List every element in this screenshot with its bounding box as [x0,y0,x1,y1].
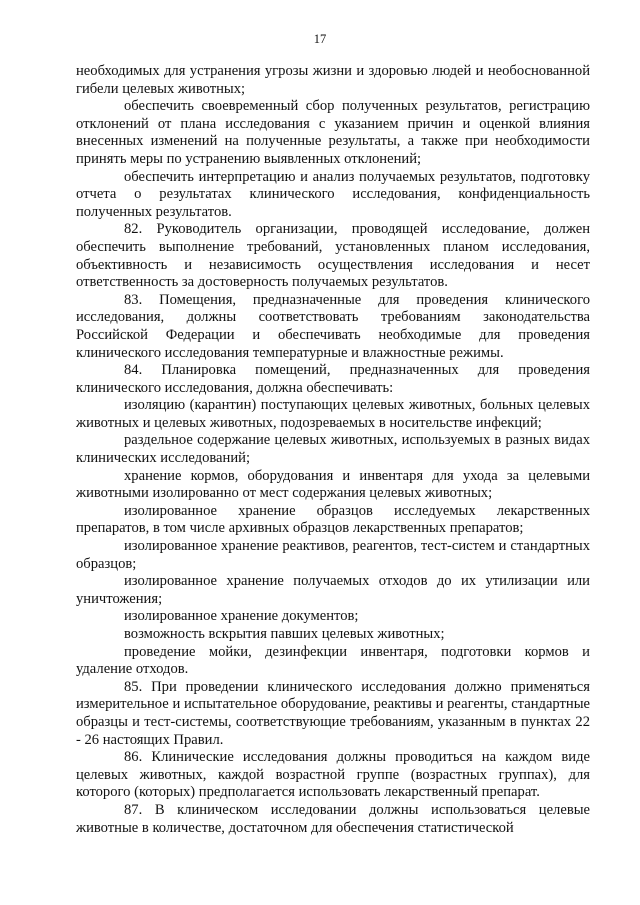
paragraph: изоляцию (карантин) поступающих целевых животных, больных целевых животных и целевых животных, подозреваемых в носительстве инфекций; [76,397,590,431]
paragraph: изолированное хранение документов; [124,608,359,625]
paragraph: 83. Помещения, предназначенные для проведения клинического исследования, должны соответствовать требованиям законодательства Российской Федерации и обеспечивать необходимые для проведения клинического исследования температурные и влажностные режимы. [76,291,590,361]
paragraph: необходимых для устранения угрозы жизни и здоровью людей и необоснованной гибели целевых животных; [76,63,590,97]
paragraph: изолированное хранение реактивов, реагентов, тест-систем и стандартных образцов; [76,538,590,572]
paragraph: возможность вскрытия павших целевых животных; [124,626,445,642]
paragraph: изолированное хранение получаемых отходов до их утилизации или уничтожения; [76,573,590,607]
paragraph: 87. В клиническом исследовании должны использоваться целевые животные в количестве, достаточном для обеспечения статистической [76,801,590,836]
paragraph: 82. Руководитель организации, проводящей исследование, должен обеспечить выполнение требований, установленных планом исследования, объективность и независимость осуществления исследования и несет ответственность за достоверность получаемых результатов. [76,221,590,291]
page-number: 17 [313,32,327,46]
paragraph: 84. Планировка помещений, предназначенных для проведения клинического исследования, должна обеспечивать: [76,362,590,396]
paragraph: обеспечить своевременный сбор полученных результатов, регистрацию отклонений от плана исследования с указанием причин и оценкой влияния внесенных изменений на полученные результаты, а также при необходимости принять меры по устранению выявленных отклонений; [76,98,590,167]
paragraph: раздельное содержание целевых животных, используемых в разных видах клинических исследований; [76,432,590,467]
paragraph: проведение мойки, дезинфекции инвентаря, подготовки кормов и удаление отходов. [76,643,590,678]
document-body [76,63,590,837]
paragraph: изолированное хранение образцов исследуемых лекарственных препаратов, в том числе архивных образцов лекарственных препаратов; [76,502,590,537]
paragraph: 86. Клинические исследования должны проводиться на каждом виде целевых животных, каждой возрастной группе (возрастных группах), для которого (которых) предполагается использовать лекарственный препарат. [76,749,590,801]
paragraph: 85. При проведении клинического исследования должно применяться измерительное и испытательное оборудование, реактивы и реагенты, стандартные образцы и тест-системы, соответствующие требованиям, указанным в пунктах 22 - 26 настоящих Правил. [76,678,590,748]
paragraph: хранение кормов, оборудования и инвентаря для ухода за целевыми животными изолированно от мест содержания целевых животных; [76,467,590,502]
paragraph: обеспечить интерпретацию и анализ получаемых результатов, подготовку отчета о результатах клинического исследования, конфиденциальность полученных результатов. [76,168,590,220]
